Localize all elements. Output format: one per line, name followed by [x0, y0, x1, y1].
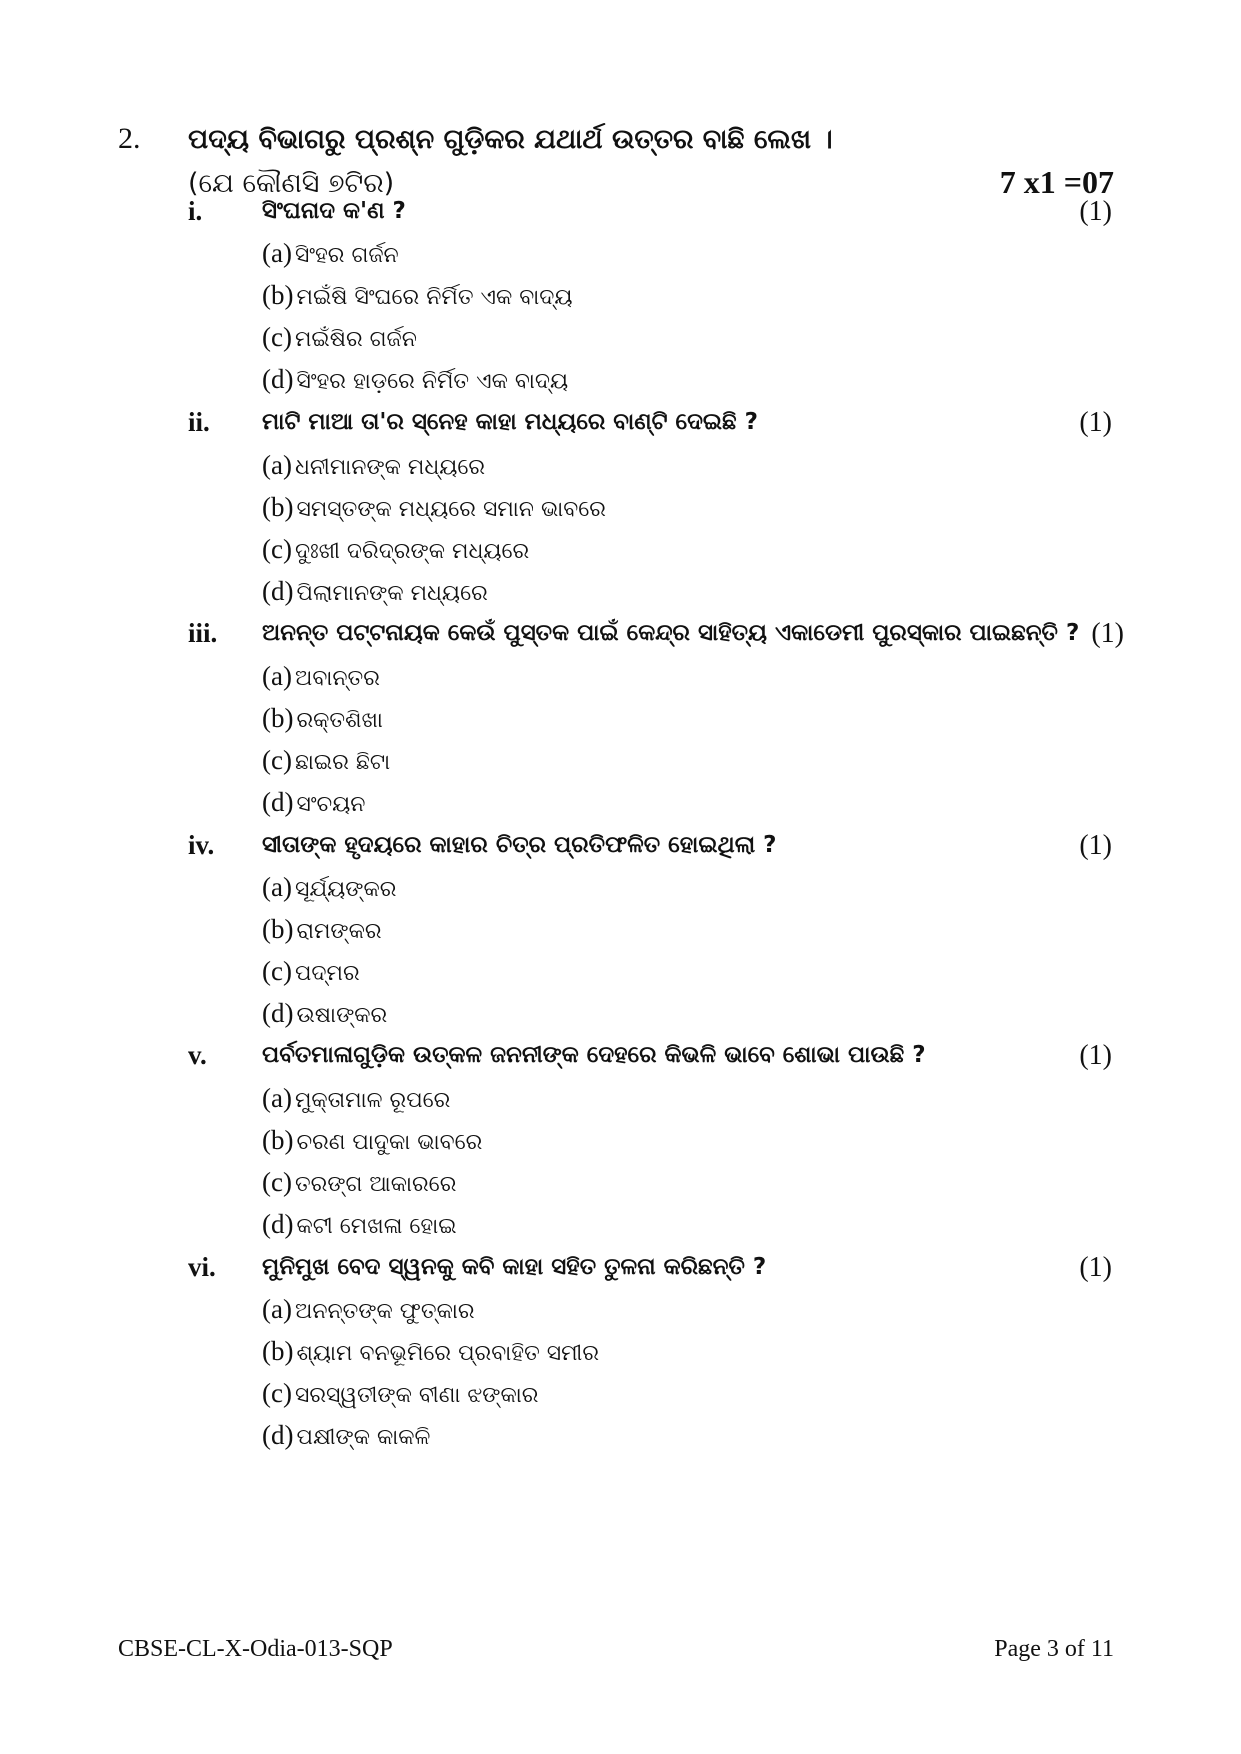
- question-ii: [188, 407, 1112, 447]
- option-a: [262, 1083, 450, 1119]
- option-text: ମୁକ୍ତାମାଳ ରୂପରେ: [294, 1088, 451, 1113]
- option-d: [262, 1420, 430, 1456]
- option-text: ରାମଙ୍କର: [296, 919, 382, 944]
- question-marks: (1): [1079, 1040, 1112, 1071]
- option-label: (b): [262, 280, 294, 310]
- option-label: (a): [262, 238, 292, 268]
- option-a: [262, 661, 380, 697]
- option-text: ସମସ୍ତଙ୍କ ମଧ୍ୟରେ ସମାନ ଭାବରେ: [296, 497, 606, 522]
- option-text: ସରସ୍ୱତୀଙ୍କ ବୀଣା ଝଙ୍କାର: [294, 1383, 539, 1408]
- option-text: ତରଙ୍ଗ ଆକାରରେ: [294, 1172, 457, 1197]
- option-label: (c): [262, 322, 292, 352]
- option-label: (a): [262, 450, 292, 480]
- option-d: [262, 1209, 457, 1245]
- section-number: 2.: [118, 122, 141, 155]
- page-number: Page 3 of 11: [994, 1636, 1114, 1662]
- option-text: ଧନୀମାନଙ୍କ ମଧ୍ୟରେ: [294, 455, 486, 480]
- option-c: [262, 956, 360, 992]
- option-text: ଉଷାଙ୍କର: [296, 1003, 388, 1028]
- question-number: i.: [188, 196, 203, 226]
- option-label: (d): [262, 1209, 294, 1239]
- paper-code: CBSE-CL-X-Odia-013-SQP: [118, 1636, 393, 1662]
- option-text: ଶ୍ୟାମ ବନଭୂମିରେ ପ୍ରବାହିତ ସମୀର: [296, 1341, 600, 1366]
- option-b: [262, 914, 382, 950]
- option-c: [262, 1167, 456, 1203]
- question-iv: [188, 830, 1112, 870]
- option-text: ସୂର୍ଯ୍ୟଙ୍କର: [294, 877, 397, 902]
- option-a: [262, 238, 399, 274]
- option-b: [262, 280, 573, 316]
- option-c: [262, 322, 417, 358]
- question-marks: (1): [1079, 830, 1112, 861]
- option-label: (b): [262, 492, 294, 522]
- option-text: ଅନନ୍ତଙ୍କ ଫୁତ୍କାର: [294, 1299, 475, 1324]
- question-vi: [188, 1252, 1112, 1292]
- option-label: (b): [262, 703, 294, 733]
- option-text: କଟୀ ମେଖଳା ହୋଇ: [296, 1214, 457, 1239]
- option-d: [262, 576, 488, 612]
- option-c: [262, 534, 529, 570]
- option-b: [262, 703, 383, 739]
- option-label: (b): [262, 914, 294, 944]
- question-v: [188, 1040, 1112, 1080]
- question-marks: (1): [1079, 196, 1112, 227]
- question-text: ମାଟି ମାଆ ତା'ର ସ୍ନେହ କାହା ମଧ୍ୟରେ ବାଣ୍ଟି ଦେଇଛି ?: [262, 409, 758, 435]
- option-label: (c): [262, 745, 292, 775]
- question-number: vi.: [188, 1252, 216, 1282]
- question-i: [188, 196, 1112, 236]
- question-number: iv.: [188, 830, 215, 860]
- option-text: ପଦ୍ମର: [294, 961, 360, 986]
- question-marks: (1): [1079, 1252, 1112, 1283]
- option-label: (d): [262, 576, 294, 606]
- question-number: v.: [188, 1040, 207, 1070]
- question-number: iii.: [188, 618, 218, 648]
- option-b: [262, 1125, 482, 1161]
- option-a: [262, 450, 485, 486]
- question-text: ମୁନିମୁଖ ବେଦ ସ୍ୱନକୁ କବି କାହା ସହିତ ତୁଳନା କରିଛନ୍ତି ?: [262, 1254, 767, 1280]
- option-text: ସିଂହର ହାଡ଼ରେ ନିର୍ମିତ ଏକ ବାଦ୍ୟ: [296, 369, 569, 394]
- question-text: ସୀତାଙ୍କ ହୃଦୟରେ କାହାର ଚିତ୍ର ପ୍ରତିଫଳିତ ହୋଇଥିଲା ?: [262, 832, 777, 858]
- section-heading: ପଦ୍ୟ ବିଭାଗରୁ ପ୍ରଶ୍ନ ଗୁଡ଼ିକର ଯଥାର୍ଥ ଉତ୍ତର ବାଛି ଲେଖ ।: [188, 124, 833, 155]
- option-text: ପକ୍ଷୀଙ୍କ କାକଳି: [296, 1425, 431, 1450]
- option-d: [262, 364, 568, 400]
- option-text: ସଂଚୟନ: [296, 792, 366, 817]
- option-label: (b): [262, 1336, 294, 1366]
- option-c: [262, 745, 390, 781]
- option-label: (c): [262, 1378, 292, 1408]
- option-text: ଛାଇର ଛିଟା: [294, 750, 391, 775]
- option-label: (d): [262, 364, 294, 394]
- option-label: (b): [262, 1125, 294, 1155]
- total-marks: 7 x1 =07: [999, 164, 1114, 200]
- option-b: [262, 1336, 599, 1372]
- question-text: ସିଂଘନାଦ କ'ଣ ?: [262, 198, 406, 224]
- option-text: ମଇଁଷିର ଗର୍ଜନ: [294, 327, 417, 352]
- option-text: ସିଂହର ଗର୍ଜନ: [294, 243, 399, 268]
- option-d: [262, 998, 387, 1034]
- question-iii: [188, 618, 1124, 658]
- option-text: ରକ୍ତଶିଖା: [296, 708, 383, 733]
- option-a: [262, 872, 396, 908]
- option-label: (a): [262, 661, 292, 691]
- option-label: (d): [262, 1420, 294, 1450]
- option-text: ଦୁଃଖୀ ଦରିଦ୍ରଙ୍କ ମଧ୍ୟରେ: [294, 539, 530, 564]
- option-text: ମଇଁଷି ସିଂଘରେ ନିର୍ମିତ ଏକ ବାଦ୍ୟ: [296, 285, 573, 310]
- option-a: [262, 1294, 475, 1330]
- option-label: (d): [262, 998, 294, 1028]
- question-number: ii.: [188, 407, 210, 437]
- option-label: (a): [262, 1083, 292, 1113]
- option-text: ଚରଣ ପାଦୁକା ଭାବରେ: [296, 1130, 483, 1155]
- question-marks: (1): [1091, 618, 1124, 649]
- question-marks: (1): [1079, 407, 1112, 438]
- option-c: [262, 1378, 538, 1414]
- section-subheading: (ଯେ କୌଣସି ୭ଟିର): [188, 168, 395, 199]
- question-text: ଅନନ୍ତ ପଟ୍ଟନାୟକ କେଉଁ ପୁସ୍ତକ ପାଇଁ କେନ୍ଦ୍ର ସାହିତ୍ୟ ଏକାଡେମୀ ପୁରସ୍କାର ପାଇଛନ୍ତି ?: [262, 620, 1080, 646]
- option-label: (a): [262, 872, 292, 902]
- option-d: [262, 787, 365, 823]
- option-label: (d): [262, 787, 294, 817]
- option-text: ପିଲାମାନଙ୍କ ମଧ୍ୟରେ: [296, 581, 488, 606]
- option-text: ଅବାନ୍ତର: [294, 666, 380, 691]
- option-b: [262, 492, 606, 528]
- option-label: (c): [262, 1167, 292, 1197]
- option-label: (c): [262, 956, 292, 986]
- option-label: (a): [262, 1294, 292, 1324]
- option-label: (c): [262, 534, 292, 564]
- question-text: ପର୍ବତମାଳାଗୁଡ଼ିକ ଉତ୍କଳ ଜନନୀଙ୍କ ଦେହରେ କିଭଳି ଭାବେ ଶୋଭା ପାଉଛି ?: [262, 1042, 926, 1068]
